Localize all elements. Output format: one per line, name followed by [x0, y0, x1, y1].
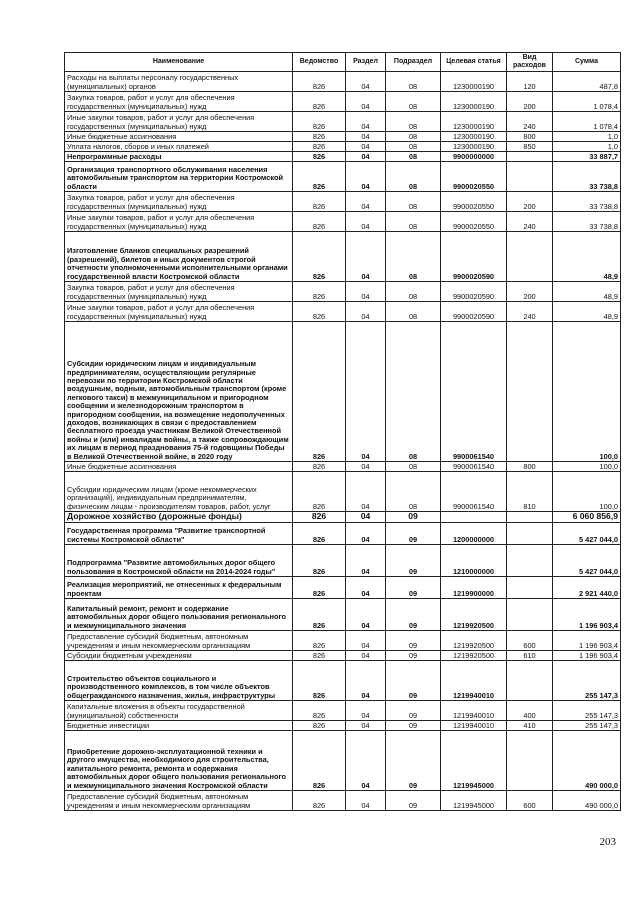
- table-row: [65, 599, 621, 631]
- row-celevaya-statya-cell: 1230000190: [441, 92, 507, 112]
- row-celevaya-statya-cell: 1230000190: [441, 132, 507, 142]
- row-vedomstvo-cell: 826: [293, 731, 346, 791]
- row-name-cell: Изготовление бланков специальных разрешений (разрешений), билетов и иных документов строгой отчетности уполномоченными исполнительными органами государственной власти Костромской области: [65, 232, 293, 282]
- row-vedomstvo-cell: 826: [293, 72, 346, 92]
- row-name-cell: Субсидии бюджетным учреждениям: [65, 651, 293, 661]
- table-row: [65, 112, 621, 132]
- row-vid-rashodov-cell: 120: [507, 72, 553, 92]
- row-razdel-cell: 04: [346, 322, 386, 462]
- row-celevaya-statya-cell: 1219940010: [441, 661, 507, 701]
- row-vedomstvo-cell: 826: [293, 92, 346, 112]
- row-celevaya-statya-cell: 1210000000: [441, 545, 507, 577]
- row-podrazdel-cell: 08: [386, 472, 441, 512]
- row-vid-rashodov-cell: 800: [507, 132, 553, 142]
- row-celevaya-statya-cell: 9900061540: [441, 462, 507, 472]
- row-podrazdel-cell: 08: [386, 302, 441, 322]
- table-row: [65, 472, 621, 512]
- row-podrazdel-cell: 08: [386, 282, 441, 302]
- table-row: [65, 232, 621, 282]
- row-name-cell: Дорожное хозяйство (дорожные фонды): [65, 512, 293, 523]
- row-celevaya-statya-cell: 1230000190: [441, 112, 507, 132]
- table-row: [65, 701, 621, 721]
- row-vid-rashodov-cell: [507, 545, 553, 577]
- row-summa-cell: 1 196 903,4: [553, 631, 621, 651]
- row-podrazdel-cell: 08: [386, 192, 441, 212]
- row-razdel-cell: 04: [346, 599, 386, 631]
- row-celevaya-statya-cell: 1219920500: [441, 631, 507, 651]
- row-celevaya-statya-cell: 1219945000: [441, 731, 507, 791]
- row-podrazdel-cell: 08: [386, 162, 441, 192]
- row-name-cell: Закупка товаров, работ и услуг для обеспечения государственных (муниципальных) нужд: [65, 92, 293, 112]
- row-name-cell: Государственная программа "Развитие транспортной системы Костромской области": [65, 523, 293, 545]
- row-name-cell: Субсидии юридическим лицам и индивидуальным предпринимателям, осуществляющим регулярные перевозки по территории Костромской области воздушным, водным, автомобильным транспортом (кроме легкового такси) в межмуниципальном и пригородном сообщении и железнодорожным транспортом в пригородном сообщении, на возмещение недополученных доходов, возникающих в связи с предоставлением бесплатного проезда участникам Великой Отечественной войны и (или) инвалидам войны, а также сопровождающим их лицам в период празднования 75-й годовщины Победы в Великой Отечественной войне, в 2020 году: [65, 322, 293, 462]
- row-vid-rashodov-cell: [507, 577, 553, 599]
- row-vedomstvo-cell: 826: [293, 302, 346, 322]
- row-vedomstvo-cell: 826: [293, 142, 346, 152]
- row-summa-cell: 1,0: [553, 142, 621, 152]
- row-celevaya-statya-cell: 1219940010: [441, 721, 507, 731]
- row-razdel-cell: 04: [346, 523, 386, 545]
- budget-table-page: [64, 52, 620, 811]
- row-name-cell: Иные закупки товаров, работ и услуг для обеспечения государственных (муниципальных) нужд: [65, 302, 293, 322]
- table-row: [65, 661, 621, 701]
- row-podrazdel-cell: 08: [386, 232, 441, 282]
- table-row: [65, 631, 621, 651]
- row-razdel-cell: 04: [346, 92, 386, 112]
- row-podrazdel-cell: 09: [386, 545, 441, 577]
- row-celevaya-statya-cell: 9900020590: [441, 232, 507, 282]
- row-razdel-cell: 04: [346, 577, 386, 599]
- row-vid-rashodov-cell: 240: [507, 112, 553, 132]
- row-vedomstvo-cell: 826: [293, 651, 346, 661]
- row-summa-cell: 487,8: [553, 72, 621, 92]
- row-razdel-cell: 04: [346, 651, 386, 661]
- row-celevaya-statya-cell: 1230000190: [441, 72, 507, 92]
- row-name-cell: Иные бюджетные ассигнования: [65, 462, 293, 472]
- row-celevaya-statya-cell: 1200000000: [441, 523, 507, 545]
- table-header-row: [65, 53, 621, 72]
- row-celevaya-statya-cell: 9900020590: [441, 302, 507, 322]
- table-row: [65, 132, 621, 142]
- row-vedomstvo-cell: 826: [293, 462, 346, 472]
- row-vedomstvo-cell: 826: [293, 701, 346, 721]
- row-podrazdel-cell: 08: [386, 462, 441, 472]
- row-summa-cell: 1,0: [553, 132, 621, 142]
- row-celevaya-statya-cell: 1219945000: [441, 791, 507, 811]
- row-vedomstvo-cell: 826: [293, 631, 346, 651]
- row-celevaya-statya-cell: 1219940010: [441, 701, 507, 721]
- table-row: [65, 282, 621, 302]
- row-name-cell: Иные закупки товаров, работ и услуг для обеспечения государственных (муниципальных) нужд: [65, 112, 293, 132]
- row-summa-cell: 48,9: [553, 282, 621, 302]
- row-vedomstvo-cell: 826: [293, 282, 346, 302]
- row-podrazdel-cell: 08: [386, 142, 441, 152]
- row-vid-rashodov-cell: 200: [507, 92, 553, 112]
- row-vedomstvo-cell: 826: [293, 523, 346, 545]
- row-celevaya-statya-cell: 9900020550: [441, 162, 507, 192]
- row-vedomstvo-cell: 826: [293, 791, 346, 811]
- row-summa-cell: 490 000,0: [553, 731, 621, 791]
- table-row: [65, 731, 621, 791]
- row-summa-cell: 255 147,3: [553, 701, 621, 721]
- row-podrazdel-cell: 08: [386, 322, 441, 462]
- row-summa-cell: 255 147,3: [553, 661, 621, 701]
- row-razdel-cell: 04: [346, 132, 386, 142]
- table-row: [65, 462, 621, 472]
- table-row: [65, 212, 621, 232]
- row-vid-rashodov-cell: 400: [507, 701, 553, 721]
- budget-table: [64, 52, 621, 811]
- row-razdel-cell: 04: [346, 462, 386, 472]
- row-razdel-cell: 04: [346, 721, 386, 731]
- row-podrazdel-cell: 09: [386, 651, 441, 661]
- row-celevaya-statya-cell: 1219920500: [441, 651, 507, 661]
- row-name-cell: Предоставление субсидий бюджетным, автономным учреждениям и иным некоммерческим организациям: [65, 791, 293, 811]
- row-vedomstvo-cell: 826: [293, 472, 346, 512]
- table-row: [65, 92, 621, 112]
- row-podrazdel-cell: 09: [386, 731, 441, 791]
- table-row: [65, 142, 621, 152]
- row-vid-rashodov-cell: [507, 512, 553, 523]
- row-vedomstvo-cell: 826: [293, 162, 346, 192]
- row-name-cell: Расходы на выплаты персоналу государственных (муниципальных) органов: [65, 72, 293, 92]
- row-vid-rashodov-cell: [507, 162, 553, 192]
- row-summa-cell: 100,0: [553, 472, 621, 512]
- row-podrazdel-cell: 08: [386, 112, 441, 132]
- row-name-cell: Строительство объектов социального и производственного комплексов, в том числе объектов общегражданского назначения, жилья, инфраструктуры: [65, 661, 293, 701]
- row-vid-rashodov-cell: [507, 661, 553, 701]
- row-vid-rashodov-cell: 800: [507, 462, 553, 472]
- header-vedomstvo: Ведомство: [293, 53, 346, 72]
- row-vid-rashodov-cell: [507, 232, 553, 282]
- row-name-cell: Иные бюджетные ассигнования: [65, 132, 293, 142]
- row-vedomstvo-cell: 826: [293, 599, 346, 631]
- row-podrazdel-cell: 08: [386, 132, 441, 142]
- table-row: [65, 192, 621, 212]
- row-vid-rashodov-cell: [507, 523, 553, 545]
- table-row: [65, 545, 621, 577]
- row-name-cell: Закупка товаров, работ и услуг для обеспечения государственных (муниципальных) нужд: [65, 192, 293, 212]
- row-celevaya-statya-cell: 1219900000: [441, 577, 507, 599]
- row-summa-cell: 48,9: [553, 302, 621, 322]
- row-podrazdel-cell: 09: [386, 577, 441, 599]
- table-row: [65, 523, 621, 545]
- row-vedomstvo-cell: 826: [293, 661, 346, 701]
- row-summa-cell: 1 078,4: [553, 92, 621, 112]
- row-razdel-cell: 04: [346, 282, 386, 302]
- row-razdel-cell: 04: [346, 192, 386, 212]
- row-podrazdel-cell: 09: [386, 631, 441, 651]
- row-name-cell: Реализация мероприятий, не отнесенных к федеральным проектам: [65, 577, 293, 599]
- row-vedomstvo-cell: 826: [293, 192, 346, 212]
- row-razdel-cell: 04: [346, 661, 386, 701]
- row-summa-cell: 255 147,3: [553, 721, 621, 731]
- row-vid-rashodov-cell: 200: [507, 192, 553, 212]
- row-celevaya-statya-cell: 9900000000: [441, 152, 507, 162]
- row-vid-rashodov-cell: [507, 152, 553, 162]
- table-row: [65, 651, 621, 661]
- row-razdel-cell: 04: [346, 152, 386, 162]
- row-summa-cell: 1 078,4: [553, 112, 621, 132]
- row-vid-rashodov-cell: 240: [507, 212, 553, 232]
- row-razdel-cell: 04: [346, 232, 386, 282]
- row-summa-cell: 33 738,8: [553, 212, 621, 232]
- row-vedomstvo-cell: 826: [293, 212, 346, 232]
- row-name-cell: Субсидии юридическим лицам (кроме некоммерческих организаций), индивидуальным предпринимателям, физическим лицам - производителям товаров, работ, услуг: [65, 472, 293, 512]
- header-name: Наименование: [65, 53, 293, 72]
- row-razdel-cell: 04: [346, 545, 386, 577]
- table-row: [65, 322, 621, 462]
- row-summa-cell: 100,0: [553, 322, 621, 462]
- row-celevaya-statya-cell: 9900020550: [441, 212, 507, 232]
- row-vedomstvo-cell: 826: [293, 152, 346, 162]
- header-summa: Сумма: [553, 53, 621, 72]
- row-name-cell: Капитальный ремонт, ремонт и содержание автомобильных дорог общего пользования регионального и межмуниципального значения: [65, 599, 293, 631]
- row-podrazdel-cell: 09: [386, 721, 441, 731]
- row-podrazdel-cell: 09: [386, 512, 441, 523]
- row-vid-rashodov-cell: 410: [507, 721, 553, 731]
- row-summa-cell: 1 196 903,4: [553, 599, 621, 631]
- row-razdel-cell: 04: [346, 731, 386, 791]
- row-summa-cell: 33 887,7: [553, 152, 621, 162]
- table-row: [65, 721, 621, 731]
- table-row: [65, 152, 621, 162]
- row-summa-cell: 2 921 440,0: [553, 577, 621, 599]
- row-name-cell: Предоставление субсидий бюджетным, автономным учреждениям и иным некоммерческим организациям: [65, 631, 293, 651]
- row-celevaya-statya-cell: [441, 512, 507, 523]
- row-summa-cell: 48,9: [553, 232, 621, 282]
- header-razdel: Раздел: [346, 53, 386, 72]
- row-vedomstvo-cell: 826: [293, 232, 346, 282]
- row-summa-cell: 1 196 903,4: [553, 651, 621, 661]
- row-name-cell: Подпрограмма "Развитие автомобильных дорог общего пользования в Костромской области на 2014-2024 годы": [65, 545, 293, 577]
- header-vid-rashodov: Вид расходов: [507, 53, 553, 72]
- header-celevaya-statya: Целевая статья: [441, 53, 507, 72]
- row-celevaya-statya-cell: 9900020590: [441, 282, 507, 302]
- row-vedomstvo-cell: 826: [293, 545, 346, 577]
- row-vedomstvo-cell: 826: [293, 112, 346, 132]
- row-razdel-cell: 04: [346, 472, 386, 512]
- table-row: [65, 791, 621, 811]
- row-razdel-cell: 04: [346, 72, 386, 92]
- row-razdel-cell: 04: [346, 302, 386, 322]
- row-vedomstvo-cell: 826: [293, 512, 346, 523]
- row-vid-rashodov-cell: [507, 731, 553, 791]
- row-summa-cell: 33 738,8: [553, 162, 621, 192]
- row-vedomstvo-cell: 826: [293, 132, 346, 142]
- row-razdel-cell: 04: [346, 512, 386, 523]
- row-name-cell: Закупка товаров, работ и услуг для обеспечения государственных (муниципальных) нужд: [65, 282, 293, 302]
- row-podrazdel-cell: 09: [386, 599, 441, 631]
- row-name-cell: Бюджетные инвестиции: [65, 721, 293, 731]
- header-podrazdel: Подраздел: [386, 53, 441, 72]
- row-vedomstvo-cell: 826: [293, 577, 346, 599]
- row-razdel-cell: 04: [346, 631, 386, 651]
- row-podrazdel-cell: 09: [386, 701, 441, 721]
- row-vedomstvo-cell: 826: [293, 322, 346, 462]
- table-row: [65, 72, 621, 92]
- table-row: [65, 512, 621, 523]
- row-vid-rashodov-cell: 610: [507, 651, 553, 661]
- row-razdel-cell: 04: [346, 142, 386, 152]
- row-summa-cell: 33 738,8: [553, 192, 621, 212]
- row-razdel-cell: 04: [346, 112, 386, 132]
- row-summa-cell: 5 427 044,0: [553, 523, 621, 545]
- row-podrazdel-cell: 09: [386, 661, 441, 701]
- row-podrazdel-cell: 08: [386, 152, 441, 162]
- row-celevaya-statya-cell: 9900061540: [441, 322, 507, 462]
- row-vid-rashodov-cell: 850: [507, 142, 553, 152]
- row-razdel-cell: 04: [346, 791, 386, 811]
- row-name-cell: Уплата налогов, сборов и иных платежей: [65, 142, 293, 152]
- row-summa-cell: 5 427 044,0: [553, 545, 621, 577]
- row-vedomstvo-cell: 826: [293, 721, 346, 731]
- row-celevaya-statya-cell: 9900061540: [441, 472, 507, 512]
- row-podrazdel-cell: 09: [386, 523, 441, 545]
- row-razdel-cell: 04: [346, 212, 386, 232]
- row-vid-rashodov-cell: 600: [507, 791, 553, 811]
- row-vid-rashodov-cell: 810: [507, 472, 553, 512]
- row-podrazdel-cell: 09: [386, 791, 441, 811]
- table-body: [65, 72, 621, 811]
- row-name-cell: Организация транспортного обслуживания населения автомобильным транспортом на территории Костромской области: [65, 162, 293, 192]
- row-vid-rashodov-cell: 600: [507, 631, 553, 651]
- row-name-cell: Иные закупки товаров, работ и услуг для обеспечения государственных (муниципальных) нужд: [65, 212, 293, 232]
- row-celevaya-statya-cell: 9900020550: [441, 192, 507, 212]
- table-row: [65, 577, 621, 599]
- row-summa-cell: 100,0: [553, 462, 621, 472]
- row-vid-rashodov-cell: 200: [507, 282, 553, 302]
- table-row: [65, 302, 621, 322]
- row-celevaya-statya-cell: 1230000190: [441, 142, 507, 152]
- row-podrazdel-cell: 08: [386, 92, 441, 112]
- row-name-cell: Капитальные вложения в объекты государственной (муниципальной) собственности: [65, 701, 293, 721]
- row-vid-rashodov-cell: [507, 599, 553, 631]
- row-vid-rashodov-cell: 240: [507, 302, 553, 322]
- row-podrazdel-cell: 08: [386, 72, 441, 92]
- row-razdel-cell: 04: [346, 701, 386, 721]
- row-summa-cell: 6 060 856,9: [553, 512, 621, 523]
- row-vid-rashodov-cell: [507, 322, 553, 462]
- row-name-cell: Приобретение дорожно-эксплуатационной техники и другого имущества, необходимого для строительства, капитального ремонта, ремонта и содержания автомобильных дорог общего пользования регионального и межмуниципального значения Костромской области: [65, 731, 293, 791]
- row-celevaya-statya-cell: 1219920500: [441, 599, 507, 631]
- row-name-cell: Непрограммные расходы: [65, 152, 293, 162]
- row-razdel-cell: 04: [346, 162, 386, 192]
- page-number: 203: [599, 836, 616, 848]
- row-summa-cell: 490 000,0: [553, 791, 621, 811]
- table-row: [65, 162, 621, 192]
- row-podrazdel-cell: 08: [386, 212, 441, 232]
